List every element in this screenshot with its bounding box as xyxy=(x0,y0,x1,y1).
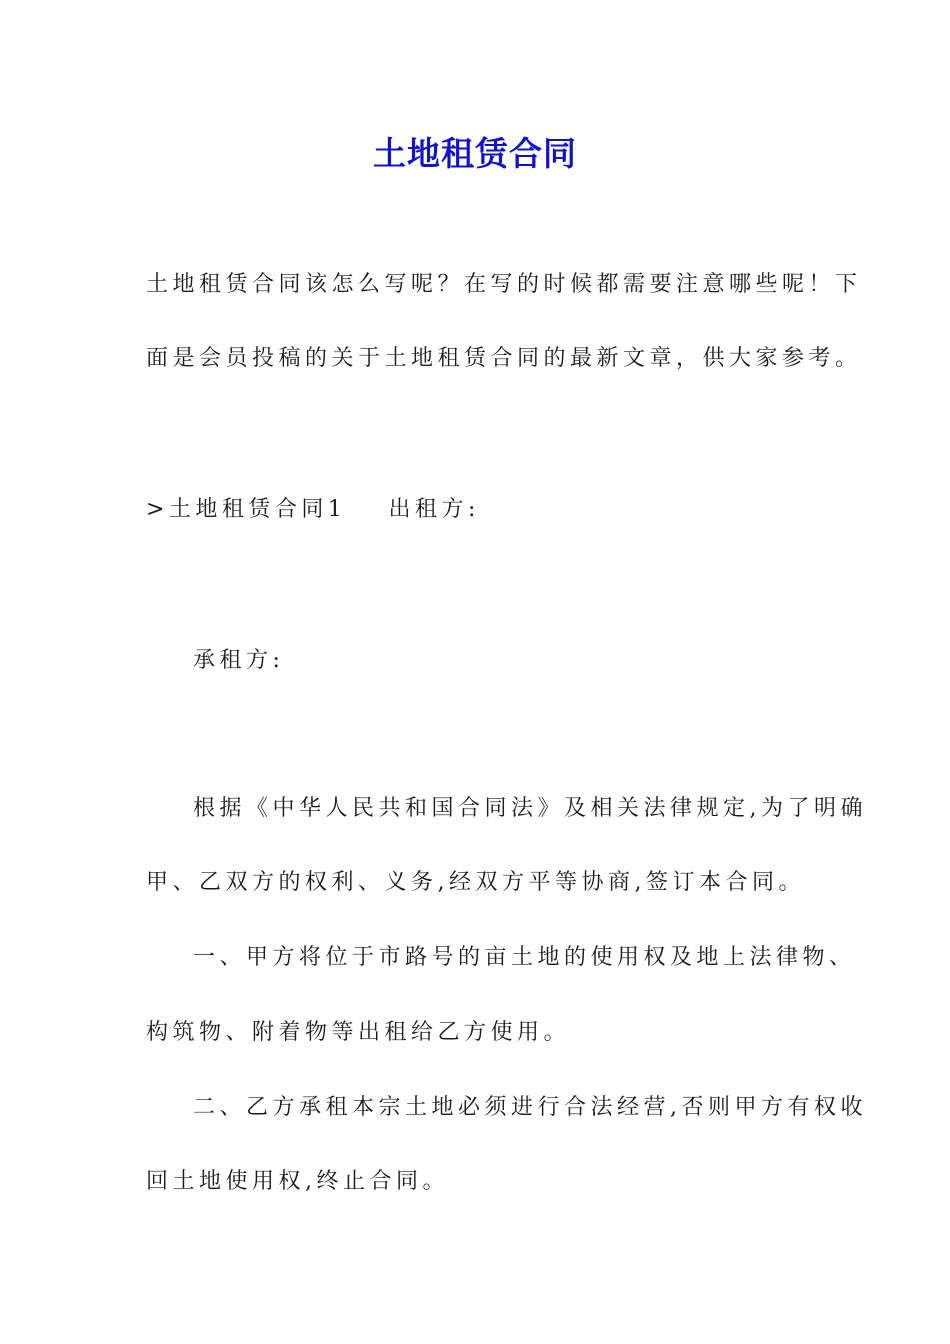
lessor-label: 出租方: xyxy=(388,497,480,522)
clause-2-line-1: 二、乙方承租本宗土地必须进行合法经营,否则甲方有权收 xyxy=(193,1095,867,1120)
clause-2-line-2: 回土地使用权,终止合同。 xyxy=(146,1169,449,1194)
intro-line-1: 土地租赁合同该怎么写呢？在写的时候都需要注意哪些呢！下 xyxy=(146,272,862,297)
lessee-label: 承租方: xyxy=(193,648,285,673)
clause-1-line-2: 构筑物、附着物等出租给乙方使用。 xyxy=(146,1020,571,1045)
contract-number-label: >土地租赁合同1 xyxy=(146,497,347,522)
clause-1-line-1: 一、甲方将位于市路号的亩土地的使用权及地上法律物、 xyxy=(193,945,856,970)
preamble-line-2: 甲、乙双方的权利、义务,经双方平等协商,签订本合同。 xyxy=(146,870,805,895)
preamble-line-1: 根据《中华人民共和国合同法》及相关法律规定,为了明确 xyxy=(193,796,867,821)
document-title: 土地租赁合同 xyxy=(373,134,577,173)
intro-line-2: 面是会员投稿的关于土地租赁合同的最新文章，供大家参考。 xyxy=(146,346,862,371)
contract-heading xyxy=(146,495,480,525)
